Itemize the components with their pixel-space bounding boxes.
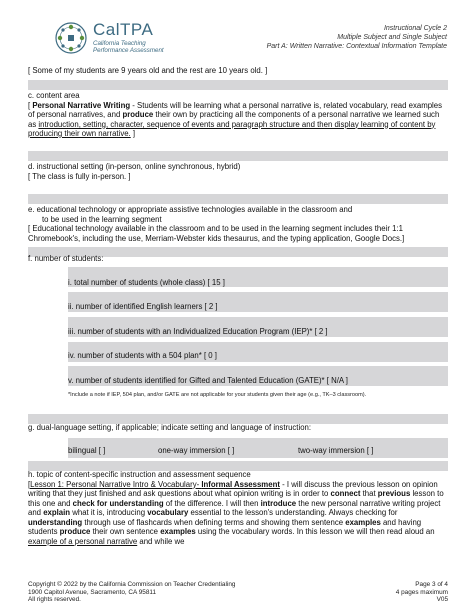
section-e-label: e. educational technology or appropriate assistive technologies available in the classroom and (28, 205, 353, 214)
logo-subtitle (93, 40, 164, 54)
california-seal-icon (55, 22, 87, 54)
section-h (28, 470, 448, 546)
h-bold-previous: previous (377, 489, 411, 498)
section-e-label-2: to be used in the learning segment (42, 214, 162, 224)
template-title: Part A: Written Narrative: Contextual Information Template (266, 43, 447, 50)
section-f-label: f. number of students: (28, 254, 104, 263)
h-bold-produce: produce (59, 527, 91, 536)
h-bold-check: check for understanding (72, 498, 164, 508)
h-bold-examples-2: examples (160, 527, 196, 536)
section-e (28, 205, 448, 243)
h-text-17: through use of flashcards when defining terms and showing them sentence (82, 517, 346, 527)
h-text-5: that (360, 489, 378, 498)
iep-students: iii. number of students with an Individualized Education Program (IEP)* [ 2 ] (68, 327, 328, 336)
h-bold-understanding: understanding (28, 517, 83, 527)
c-bold-1: Personal Narrative Writing (32, 100, 131, 110)
section-g-label: g. dual-language setting, if applicable; indicate setting and language of instruction: (28, 423, 312, 432)
h-text-23: using the vocabulary words. In this lesson we will then read aloud an (195, 527, 435, 536)
logo-subtitle-line-2: Performance Assessment (93, 47, 164, 54)
h-lesson-title: [Lesson 1: Personal Narrative Intro & Vocabulary- (28, 479, 202, 489)
f-i[interactable] (68, 278, 448, 288)
total-students: i. total number of students (whole class) [ 15 ] (68, 278, 225, 287)
504-plan-students: iv. number of students with a 504 plan* [ 0 ] (68, 351, 217, 360)
c-underlined: introduction, setting, character, sequence of events and paragraph structure and then display learning of content by producing their own narrative. (28, 119, 436, 138)
h-text-25: and while we (137, 536, 185, 546)
page-number: Page 3 of 4 (415, 581, 448, 588)
g-options (68, 446, 448, 456)
logo-name: CalTPA (93, 20, 154, 39)
section-g (28, 423, 448, 433)
page-footer (28, 581, 448, 604)
header-right (267, 24, 447, 51)
c-text-1: - Students will be learning what a personal narrative is, related vocabulary, read examples of personal narratives, and (28, 100, 443, 119)
section-h-answer[interactable] (28, 480, 448, 547)
copyright: Copyright © 2022 by the California Commission on Teacher Credentialing (28, 581, 236, 588)
h-bold-vocabulary: vocabulary (147, 508, 189, 517)
section-d-bar (28, 151, 448, 161)
page-header (0, 0, 474, 62)
bilingual-option[interactable]: bilingual [ ] (68, 446, 106, 455)
two-way-immersion-option[interactable]: two-way immersion [ ] (298, 446, 374, 455)
h-bold-introduce: introduce (260, 498, 297, 508)
f-v[interactable] (68, 376, 448, 386)
bracket-close: ] (130, 129, 136, 138)
section-d-label: d. instructional setting (in-person, online synchronous, hybrid) (28, 162, 241, 171)
f-iv[interactable] (68, 351, 448, 361)
h-underlined-example: example of a personal narrative (28, 536, 138, 546)
address: 1900 Capitol Avenue, Sacramento, CA 95811 (28, 588, 157, 596)
c-text-2: their own by practicing all the components of a personal narrative we learned such as (28, 110, 440, 129)
h-text-19: and having students (28, 517, 422, 536)
section-c-label: c. content area (28, 91, 80, 100)
f-ii[interactable] (68, 302, 448, 312)
section-h-label: h. topic of content-specific instruction and assessment sequence (28, 470, 251, 479)
h-informal-assessment: Informal Assessment (201, 479, 280, 489)
logo-subtitle-line-1: California Teaching (93, 40, 146, 47)
h-bold-examples: examples (345, 517, 381, 527)
h-text-3: - I will discuss the previous lesson on opinion writing that they just finished and ask questions about what opinion writing is in order to (28, 479, 438, 498)
one-way-immersion-option[interactable]: one-way immersion [ ] (158, 446, 235, 455)
h-text-15: essential to the lesson's understanding. Always checking for (188, 508, 398, 517)
h-text-21: their own sentence (90, 527, 161, 536)
section-c (28, 91, 448, 139)
page-limit: 4 pages maximum (395, 588, 448, 596)
h-text-7: lesson to this one and (28, 489, 444, 508)
rights: All rights reserved. (28, 596, 81, 604)
f-iii[interactable] (68, 327, 448, 337)
gate-students: v. number of students identified for Gifted and Talented Education (GATE)* [ N/A ] (68, 376, 348, 385)
h-bold-explain: explain (43, 508, 71, 517)
section-d-answer[interactable]: [ The class is fully in-person. ] (28, 171, 131, 181)
instructional-cycle: Instructional Cycle 2 (383, 25, 447, 32)
h-text-9: of the difference. I will then (163, 498, 261, 508)
age-note (28, 66, 448, 76)
h-bold-connect: connect (330, 489, 361, 498)
section-e-answer[interactable]: [ Educational technology available in the classroom and to be used in the learning segment includes their 1:1 Chromebook's, including the use, Merriam-Webster kids thesaurus, and the typing application, Google Docs.] (28, 224, 405, 243)
page-info (396, 581, 448, 604)
bracket-open: [ (28, 100, 33, 110)
subject-type: Multiple Subject and Single Subject (337, 34, 447, 41)
applicability-note: *Include a note if IEP, 504 plan, and/or GATE are not applicable for your students given their age (e.g., TK–3 classroom). (68, 392, 367, 398)
age-note-text: [ Some of my students are 9 years old and the rest are 10 years old. ] (28, 66, 268, 75)
english-learners: ii. number of identified English learners [ 2 ] (68, 302, 218, 311)
section-e-bar (28, 194, 448, 204)
h-text-13: what it is, introducing (70, 508, 148, 517)
section-c-answer[interactable] (28, 101, 448, 139)
h-text-11: the new personal narrative writing project and (28, 498, 441, 517)
section-d (28, 162, 448, 181)
version: V05 (436, 596, 448, 604)
f-note (68, 392, 448, 399)
c-bold-2: produce (122, 110, 154, 119)
section-c-bar (28, 80, 448, 90)
section-f-label-row (28, 254, 448, 264)
